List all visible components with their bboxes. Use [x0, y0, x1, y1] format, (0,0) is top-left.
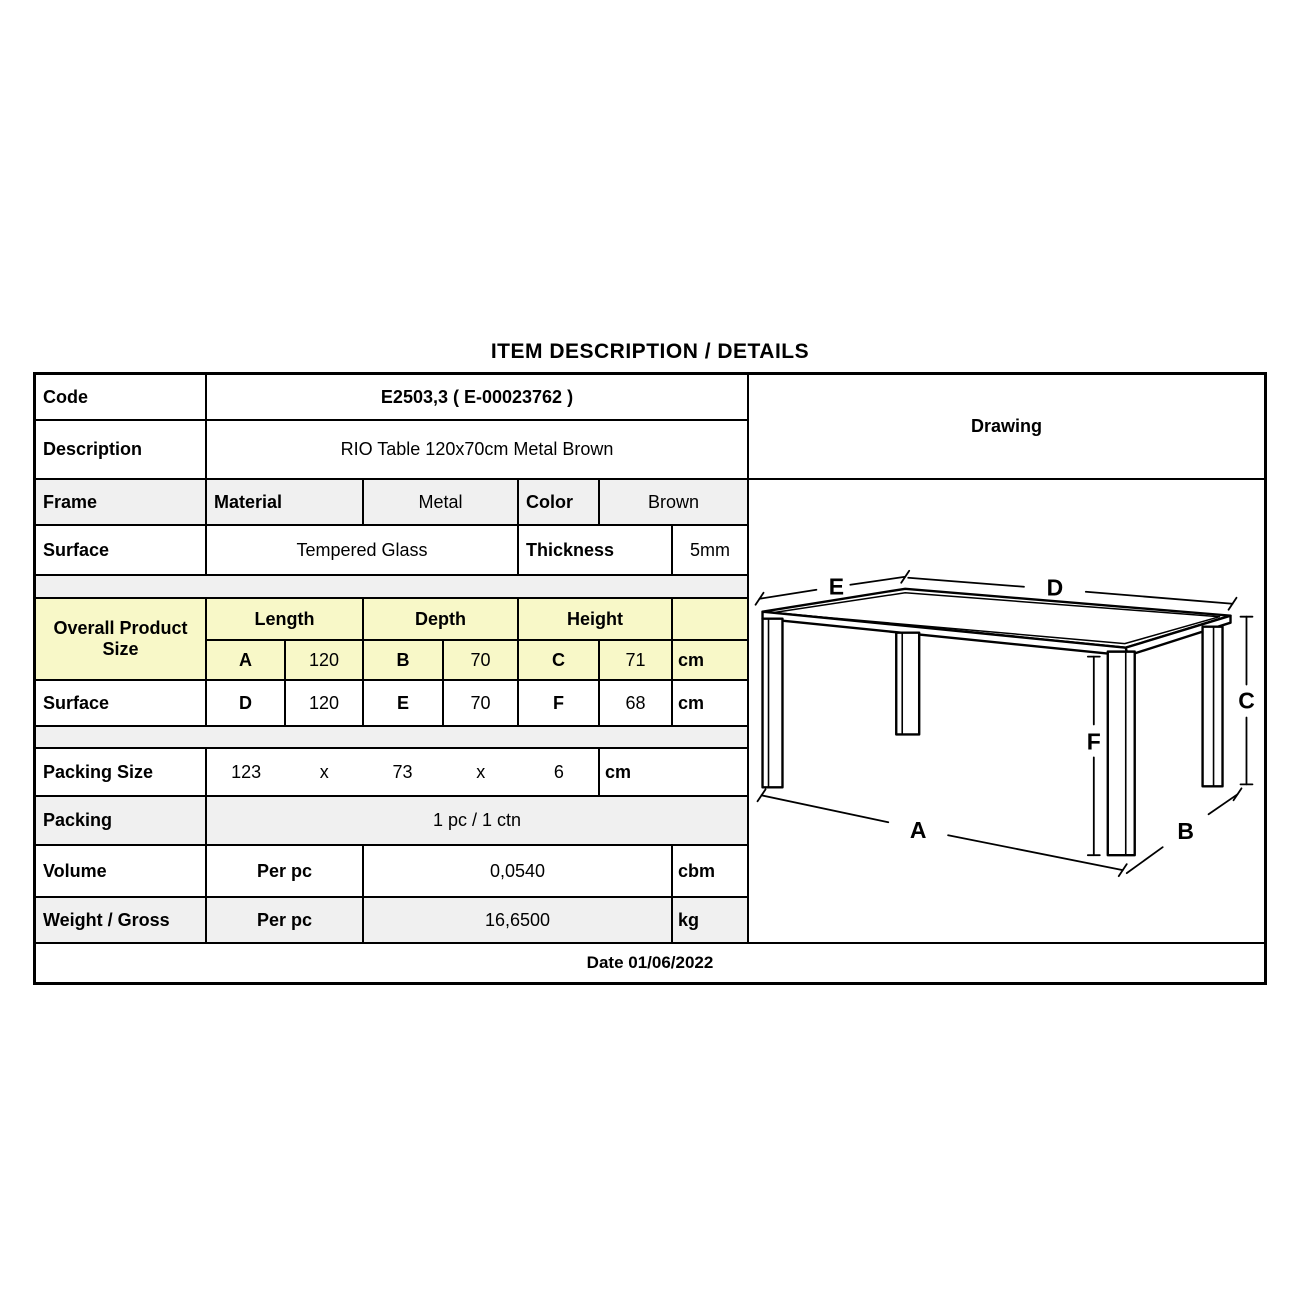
frame-material-label: Material [207, 480, 362, 524]
dim-d-value: 120 [286, 681, 362, 725]
page-title: ITEM DESCRIPTION / DETAILS [490, 340, 810, 363]
overall-size-label-line1: Overall Product [53, 618, 188, 639]
overall-size-label [36, 599, 205, 679]
dim-label-b: B [1177, 818, 1194, 845]
volume-value: 0,0540 [364, 846, 671, 896]
packing-size-unit: cm [600, 749, 747, 795]
dim-label-a: A [909, 817, 927, 844]
code-label: Code [36, 375, 205, 419]
dim-b-letter: B [364, 641, 442, 679]
dim-e-letter: E [364, 681, 442, 725]
weight-unit: kg [673, 898, 747, 942]
packing-size-depth: 73 [392, 761, 413, 782]
dim-a-value: 120 [286, 641, 362, 679]
length-header: Length [207, 599, 362, 639]
packing-size-x1: x [319, 761, 329, 782]
leg-front-left [763, 619, 783, 788]
drawing-area [749, 480, 1264, 942]
surface2-label: Surface [36, 681, 205, 725]
code-value: E2503,3 ( E-00023762 ) [207, 375, 747, 419]
spacer-row-1 [36, 576, 747, 597]
packing-size-values [207, 749, 598, 795]
dim-c-value: 71 [600, 641, 671, 679]
spacer-row-2 [36, 727, 747, 747]
packing-size-height: 6 [553, 761, 564, 782]
surface-value: Tempered Glass [207, 526, 517, 574]
volume-per-pc: Per pc [207, 846, 362, 896]
thickness-label: Thickness [519, 526, 671, 574]
overall-unit: cm [673, 641, 747, 679]
dim-f-letter: F [519, 681, 598, 725]
frame-material-value: Metal [364, 480, 517, 524]
leg-back-right [1203, 627, 1223, 787]
date-row: Date 01/06/2022 [36, 944, 1264, 982]
surface-label: Surface [36, 526, 205, 574]
dim-label-d: D [1046, 574, 1064, 601]
leg-front-right [1108, 652, 1135, 856]
packing-size-label: Packing Size [36, 749, 205, 795]
weight-label: Weight / Gross [36, 898, 205, 942]
table-drawing [749, 480, 1264, 942]
drawing-header: Drawing [749, 375, 1264, 478]
frame-color-label: Color [519, 480, 598, 524]
dim-label-e: E [828, 573, 845, 600]
packing-value: 1 pc / 1 ctn [207, 797, 747, 844]
volume-unit: cbm [673, 846, 747, 896]
weight-per-pc: Per pc [207, 898, 362, 942]
dim-label-c: C [1238, 687, 1255, 714]
dim-c-letter: C [519, 641, 598, 679]
thickness-value: 5mm [673, 526, 747, 574]
packing-size-x2: x [476, 761, 486, 782]
dim-a-letter: A [207, 641, 284, 679]
dim-e-value: 70 [444, 681, 517, 725]
frame-color-value: Brown [600, 480, 747, 524]
description-label: Description [36, 421, 205, 478]
surface2-unit: cm [673, 681, 747, 725]
dim-d-letter: D [207, 681, 284, 725]
overall-size-label-line2: Size [102, 639, 139, 659]
unit-header-empty [673, 599, 747, 639]
packing-label: Packing [36, 797, 205, 844]
description-value: RIO Table 120x70cm Metal Brown [207, 421, 747, 478]
dim-b-value: 70 [444, 641, 517, 679]
height-header: Height [519, 599, 671, 639]
depth-header: Depth [364, 599, 517, 639]
volume-label: Volume [36, 846, 205, 896]
leg-back-left [896, 633, 919, 735]
spec-table [33, 372, 1267, 985]
dim-label-f: F [1086, 728, 1101, 755]
weight-value: 16,6500 [364, 898, 671, 942]
dim-f-value: 68 [600, 681, 671, 725]
packing-size-length: 123 [231, 761, 262, 782]
frame-label: Frame [36, 480, 205, 524]
